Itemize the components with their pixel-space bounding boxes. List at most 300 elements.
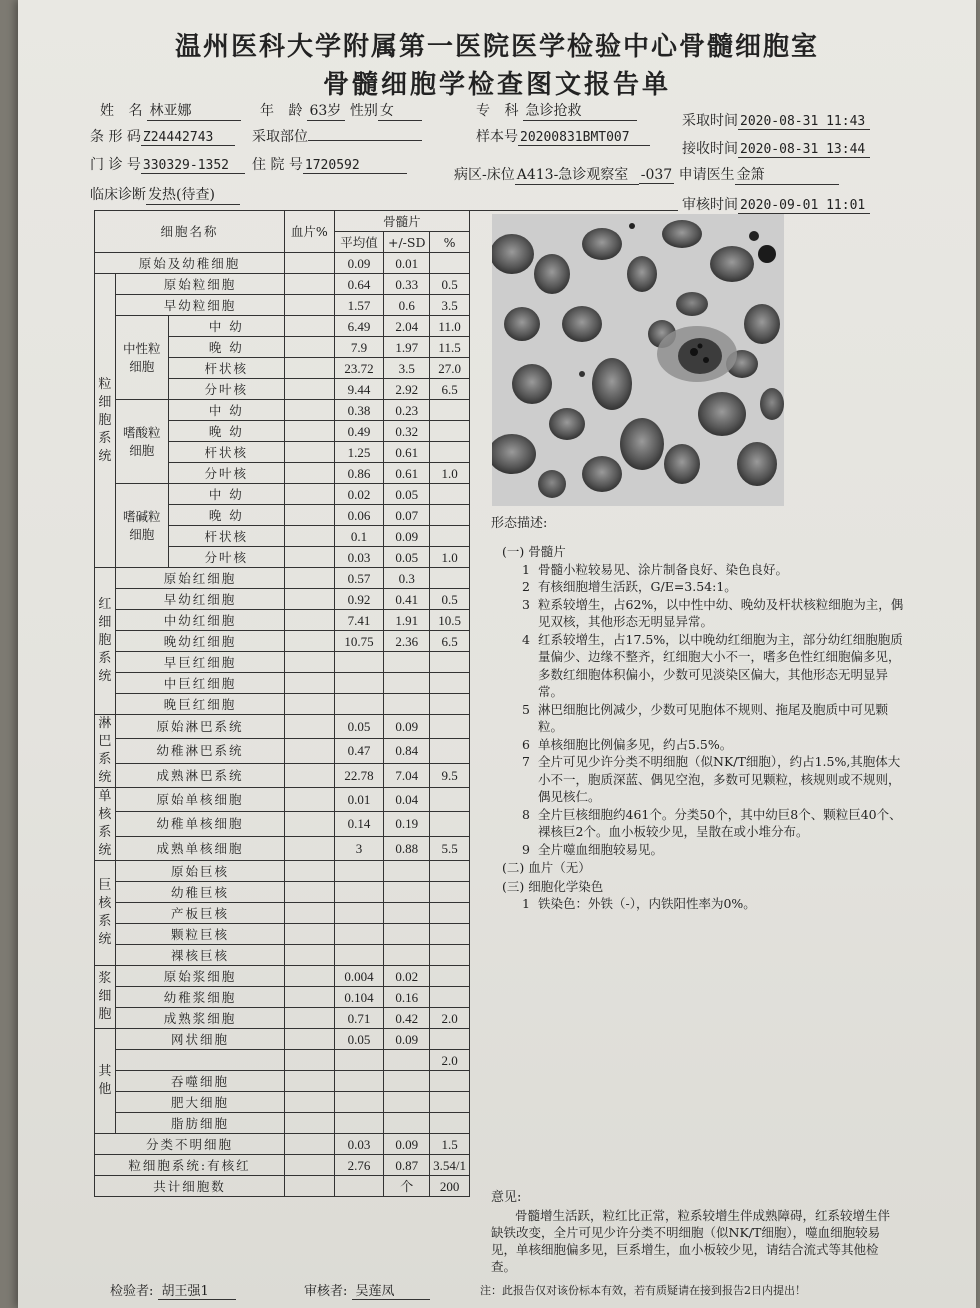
cell-blood <box>285 1134 335 1155</box>
cell-sd <box>384 1050 430 1071</box>
table-row <box>95 568 470 589</box>
clinic-field: 门 诊 号 330329-1352 <box>90 154 245 174</box>
cell-sd: 0.61 <box>384 463 430 484</box>
cell-sd: 2.92 <box>384 379 430 400</box>
cell-mean <box>334 861 384 882</box>
description-item <box>502 841 912 859</box>
table-row <box>95 694 470 715</box>
cell-mean: 0.06 <box>334 505 384 526</box>
item-text: 全片噬血细胞较易见。 <box>538 841 664 857</box>
sample-number: 20200831BMT007 <box>518 130 650 146</box>
cell-count-table <box>94 210 470 1197</box>
cell-name: 分叶核 <box>168 547 284 568</box>
cell-sd: 2.04 <box>384 316 430 337</box>
group-monocytic-label: 单核系统 <box>98 789 112 858</box>
cell-blood <box>285 610 335 631</box>
cell-mean: 0.03 <box>334 1134 384 1155</box>
cell-pct <box>430 1029 470 1050</box>
table-row <box>95 295 470 316</box>
cell-pct <box>430 442 470 463</box>
ward-field: 病区-床位 A413-急诊观察室 -037 申请医生 金箫 <box>454 164 839 185</box>
description-item <box>502 806 912 841</box>
inpatient-field: 住 院 号 1720592 <box>252 154 407 174</box>
cell-name: 中 幼 <box>168 316 284 337</box>
col-header-marrow: 骨髓片 <box>334 211 469 232</box>
cell-name: 中巨红细胞 <box>115 673 284 694</box>
cell-pct: 9.5 <box>430 763 470 787</box>
cytochem-items <box>502 895 912 913</box>
cell-name: 早幼红细胞 <box>115 589 284 610</box>
cell-blood <box>285 316 335 337</box>
item-text: 单核细胞比例偏多见，约占5.5%。 <box>538 736 733 752</box>
cell-name: 杆状核 <box>168 442 284 463</box>
table-row <box>95 1092 470 1113</box>
cell-name: 粒细胞系统:有核红 <box>95 1155 285 1176</box>
barcode: Z24442743 <box>141 130 235 146</box>
cell-blood <box>285 1050 335 1071</box>
col-header-name: 细胞名称 <box>95 211 285 253</box>
item-text: 骨髓小粒较易见、涂片制备良好、染色良好。 <box>538 561 789 577</box>
cell-name: 原始浆细胞 <box>115 966 284 987</box>
cell-mean <box>334 652 384 673</box>
cell-blood <box>285 1008 335 1029</box>
cell-name: 幼稚淋巴系统 <box>115 739 284 763</box>
cell-pct <box>430 882 470 903</box>
cell-name <box>115 1050 284 1071</box>
cell-pct <box>430 739 470 763</box>
cell-mean <box>334 673 384 694</box>
cell-mean: 3 <box>334 836 384 860</box>
cell-blood <box>285 715 335 739</box>
opinion-text: 骨髓增生活跃，粒红比正常，粒系较增生伴成熟障碍，红系较增生伴缺铁改变，全片可见少许分类不明细胞（似NK/T细胞），噬血细胞较易见，单核细胞偏多见，巨系增生，血小板较少见，请结合流式等其他检查。 <box>491 1208 891 1274</box>
section-cytochem: (三) 细胞化学染色 <box>502 878 604 894</box>
cell-name: 晚 幼 <box>168 421 284 442</box>
cell-sd <box>384 903 430 924</box>
cell-sd <box>384 694 430 715</box>
cell-name: 中 幼 <box>168 400 284 421</box>
cell-sd <box>384 652 430 673</box>
cell-name: 杆状核 <box>168 526 284 547</box>
cell-blood <box>285 945 335 966</box>
cell-mean: 0.05 <box>334 1029 384 1050</box>
item-number: 7 <box>522 754 530 769</box>
cell-name: 原始单核细胞 <box>115 788 284 812</box>
diagnosis-field: 临床诊断 发热(待查) <box>90 184 240 205</box>
cell-sd: 1.91 <box>384 610 430 631</box>
cell-sd: 0.33 <box>384 274 430 295</box>
cell-sd: 0.19 <box>384 812 430 836</box>
table-row <box>95 484 470 505</box>
cell-sd: 7.04 <box>384 763 430 787</box>
description-item <box>502 561 912 579</box>
cell-mean: 0.05 <box>334 715 384 739</box>
table-row <box>95 1155 470 1176</box>
cell-name: 幼稚浆细胞 <box>115 987 284 1008</box>
marrow-items <box>502 561 912 859</box>
inpatient-number: 1720592 <box>303 158 407 174</box>
cell-pct <box>430 673 470 694</box>
cell-mean: 23.72 <box>334 358 384 379</box>
cell-pct <box>430 903 470 924</box>
hospital-title: 温州医科大学附属第一医院医学检验中心骨髓细胞室 <box>174 32 819 62</box>
group-neutrophil-label: 中性粒细胞 <box>122 340 161 374</box>
cell-name: 成熟单核细胞 <box>115 836 284 860</box>
cell-mean: 0.57 <box>334 568 384 589</box>
cell-name: 成熟淋巴系统 <box>115 763 284 787</box>
cell-name: 早巨红细胞 <box>115 652 284 673</box>
item-text: 淋巴细胞比例减少，少数可见胞体不规则、拖尾及胞质中可见颗粒。 <box>538 701 889 734</box>
table-row <box>95 316 470 337</box>
cell-name: 成熟浆细胞 <box>115 1008 284 1029</box>
section-blood: (二) 血片（无） <box>502 860 591 875</box>
cell-pct <box>430 924 470 945</box>
section-marrow: (一) 骨髓片 <box>502 544 566 559</box>
item-text: 粒系较增生，占62%，以中性中幼、晚幼及杆状核粒细胞为主，偶见双核，其他形态无明显异常。 <box>538 596 904 629</box>
cell-blood <box>285 589 335 610</box>
table-row <box>95 673 470 694</box>
cell-mean: 0.03 <box>334 547 384 568</box>
cell-mean <box>334 694 384 715</box>
group-lymphoid-label: 淋巴系统 <box>98 716 112 785</box>
table-row <box>95 1050 470 1071</box>
cell-blood <box>285 903 335 924</box>
cell-pct <box>430 694 470 715</box>
cell-name: 原始及幼稚细胞 <box>95 253 285 274</box>
cell-mean <box>334 1176 384 1197</box>
cell-name: 脂肪细胞 <box>115 1113 284 1134</box>
cell-mean <box>334 903 384 924</box>
cell-sd: 0.09 <box>384 715 430 739</box>
cell-pct <box>430 1113 470 1134</box>
cell-name: 裸核巨核 <box>115 945 284 966</box>
dept-field: 专 科 急诊抢救 <box>476 100 637 121</box>
group-eosinophil <box>115 400 168 484</box>
cell-blood <box>285 836 335 860</box>
description-item <box>502 753 912 806</box>
cell-mean: 0.71 <box>334 1008 384 1029</box>
table-row <box>95 253 470 274</box>
group-basophil <box>115 484 168 568</box>
cell-blood <box>285 358 335 379</box>
col-header-sd: +/-SD <box>384 232 430 253</box>
cell-pct: 2.0 <box>430 1050 470 1071</box>
cell-blood <box>285 484 335 505</box>
group-erythroid <box>95 568 116 715</box>
cell-mean: 0.09 <box>334 253 384 274</box>
cell-sd: 0.05 <box>384 547 430 568</box>
bone-marrow-micrograph <box>492 214 784 506</box>
cell-name: 肥大细胞 <box>115 1092 284 1113</box>
cell-blood <box>285 763 335 787</box>
report-paper <box>18 0 976 1308</box>
cell-blood <box>285 1113 335 1134</box>
table-row <box>95 274 470 295</box>
cell-sd: 0.09 <box>384 1029 430 1050</box>
table-row <box>95 924 470 945</box>
cell-pct <box>430 400 470 421</box>
col-header-mean: 平均值 <box>334 232 384 253</box>
patient-name: 林亚娜 <box>147 100 241 121</box>
cell-sd: 0.84 <box>384 739 430 763</box>
cell-name: 分叶核 <box>168 379 284 400</box>
table-row <box>95 589 470 610</box>
table-row <box>95 1176 470 1197</box>
cell-name: 中幼红细胞 <box>115 610 284 631</box>
cell-pct: 10.5 <box>430 610 470 631</box>
description-item <box>502 596 912 631</box>
cell-mean <box>334 882 384 903</box>
cell-name: 共计细胞数 <box>95 1176 285 1197</box>
cell-mean <box>334 924 384 945</box>
table-row <box>95 882 470 903</box>
cell-pct: 200 <box>430 1176 470 1197</box>
cell-blood <box>285 379 335 400</box>
table-row <box>95 1071 470 1092</box>
table-row <box>95 788 470 812</box>
cell-blood <box>285 295 335 316</box>
cell-name: 颗粒巨核 <box>115 924 284 945</box>
cell-pct <box>430 421 470 442</box>
cell-sd: 0.88 <box>384 836 430 860</box>
cell-blood <box>285 442 335 463</box>
table-row <box>95 987 470 1008</box>
group-monocytic <box>95 788 116 861</box>
table-row <box>95 945 470 966</box>
cell-blood <box>285 631 335 652</box>
cell-sd <box>384 882 430 903</box>
report-title: 骨髓细胞学检查图文报告单 <box>322 70 671 100</box>
cell-pct <box>430 945 470 966</box>
cell-pct: 5.5 <box>430 836 470 860</box>
auditor-name: 吴莲凤 <box>352 1280 430 1300</box>
cell-sd: 0.23 <box>384 400 430 421</box>
item-number: 1 <box>522 896 530 911</box>
cell-mean: 0.49 <box>334 421 384 442</box>
cell-mean: 9.44 <box>334 379 384 400</box>
description-item <box>502 701 912 736</box>
cell-pct: 0.5 <box>430 589 470 610</box>
cell-blood <box>285 274 335 295</box>
item-number: 8 <box>522 806 530 822</box>
cell-pct: 1.0 <box>430 463 470 484</box>
cell-blood <box>285 861 335 882</box>
cell-mean: 7.41 <box>334 610 384 631</box>
cell-blood <box>285 966 335 987</box>
cell-sd: 0.41 <box>384 589 430 610</box>
item-number: 3 <box>522 596 530 612</box>
cell-name: 分类不明细胞 <box>95 1134 285 1155</box>
cell-mean: 0.104 <box>334 987 384 1008</box>
table-row <box>95 903 470 924</box>
cell-mean: 0.64 <box>334 274 384 295</box>
group-basophil-label: 嗜碱粒细胞 <box>122 508 161 542</box>
cell-blood <box>285 652 335 673</box>
cell-mean <box>334 945 384 966</box>
cell-name: 幼稚巨核 <box>115 882 284 903</box>
cell-sd: 0.09 <box>384 526 430 547</box>
morphology-title: 形态描述: <box>491 516 548 531</box>
receive-time-field: 接收时间 2020-08-31 13:44 <box>682 138 870 158</box>
cell-mean: 0.01 <box>334 788 384 812</box>
cell-mean: 6.49 <box>334 316 384 337</box>
table-row <box>95 631 470 652</box>
cell-mean: 0.14 <box>334 812 384 836</box>
cell-blood <box>285 1029 335 1050</box>
cell-name: 晚 幼 <box>168 505 284 526</box>
cell-mean: 7.9 <box>334 337 384 358</box>
cell-mean: 0.86 <box>334 463 384 484</box>
cell-sd: 0.61 <box>384 442 430 463</box>
cell-name: 早幼粒细胞 <box>115 295 284 316</box>
opinion-title: 意见: <box>491 1190 522 1205</box>
bed-number: -037 <box>640 167 673 183</box>
group-megakaryocytic-label: 巨核系统 <box>98 878 112 947</box>
cell-mean <box>334 1071 384 1092</box>
cell-blood <box>285 1071 335 1092</box>
site-field: 采取部位 <box>252 126 422 146</box>
cell-sd: 0.87 <box>384 1155 430 1176</box>
cell-sd: 0.3 <box>384 568 430 589</box>
item-number: 5 <box>522 701 530 717</box>
cell-mean <box>334 1113 384 1134</box>
sample-field: 样本号 20200831BMT007 <box>476 126 650 146</box>
cell-blood <box>285 788 335 812</box>
table-row <box>95 836 470 860</box>
cell-blood <box>285 1176 335 1197</box>
cell-sd <box>384 1113 430 1134</box>
receive-time: 2020-08-31 13:44 <box>738 142 870 158</box>
cell-name: 晚幼红细胞 <box>115 631 284 652</box>
name-field: 姓 名 林亚娜 <box>100 100 241 121</box>
cell-sd: 个 <box>384 1176 430 1197</box>
cell-name: 分叶核 <box>168 463 284 484</box>
cell-sd: 0.16 <box>384 987 430 1008</box>
cell-mean: 0.38 <box>334 400 384 421</box>
cell-pct: 1.5 <box>430 1134 470 1155</box>
description-item <box>502 631 912 701</box>
cell-pct <box>430 1071 470 1092</box>
patient-dept: 急诊抢救 <box>523 100 637 121</box>
cell-pct <box>430 253 470 274</box>
cell-sd: 0.01 <box>384 253 430 274</box>
cell-name: 产板巨核 <box>115 903 284 924</box>
cell-pct <box>430 861 470 882</box>
clinic-number: 330329-1352 <box>141 158 245 174</box>
cell-sd: 0.6 <box>384 295 430 316</box>
cell-pct <box>430 788 470 812</box>
cell-sd <box>384 861 430 882</box>
group-neutrophil <box>115 316 168 400</box>
cell-mean <box>334 1050 384 1071</box>
item-number: 6 <box>522 736 530 752</box>
table-row <box>95 812 470 836</box>
cell-blood <box>285 924 335 945</box>
cell-blood <box>285 739 335 763</box>
audit-time: 2020-09-01 11:01 <box>738 198 870 214</box>
cell-sd: 0.32 <box>384 421 430 442</box>
cell-blood <box>285 505 335 526</box>
cell-pct <box>430 526 470 547</box>
cell-pct <box>430 1092 470 1113</box>
cell-pct: 3.5 <box>430 295 470 316</box>
cell-blood <box>285 547 335 568</box>
cell-blood <box>285 526 335 547</box>
cell-blood <box>285 568 335 589</box>
table-row <box>95 861 470 882</box>
group-granulocyte <box>95 274 116 568</box>
auditor-signature: 审核者: 吴莲凤 <box>304 1280 430 1300</box>
cell-sd: 0.05 <box>384 484 430 505</box>
cell-mean: 0.1 <box>334 526 384 547</box>
audit-time-field: 审核时间 2020-09-01 11:01 <box>682 194 870 214</box>
request-doctor: 金箫 <box>735 164 839 185</box>
report-note: 注：此报告仅对该份标本有效，若有质疑请在接到报告2日内提出！ <box>480 1284 806 1297</box>
description-item <box>502 895 912 913</box>
cell-pct <box>430 505 470 526</box>
table-row <box>95 1134 470 1155</box>
collect-time: 2020-08-31 11:43 <box>738 114 870 130</box>
cell-blood <box>285 400 335 421</box>
item-text: 全片巨核细胞约461个。分类50个，其中幼巨8个、颗粒巨40个、裸核巨2个。血小板较少见，呈散在或小堆分布。 <box>538 806 902 839</box>
patient-age: 63岁 <box>307 100 345 121</box>
cell-sd: 1.97 <box>384 337 430 358</box>
item-number: 4 <box>522 631 530 647</box>
table-row <box>95 763 470 787</box>
group-other-label: 其他 <box>98 1064 112 1097</box>
cell-sd <box>384 1092 430 1113</box>
cell-mean: 10.75 <box>334 631 384 652</box>
cell-sd: 2.36 <box>384 631 430 652</box>
description-item <box>502 736 912 754</box>
cell-pct: 6.5 <box>430 631 470 652</box>
cell-name: 杆状核 <box>168 358 284 379</box>
table-row <box>95 966 470 987</box>
cell-pct: 1.0 <box>430 547 470 568</box>
cell-sd: 0.07 <box>384 505 430 526</box>
barcode-field: 条 形 码 Z24442743 <box>90 126 235 146</box>
cell-mean: 2.76 <box>334 1155 384 1176</box>
examiner-signature: 检验者: 胡王强1 <box>110 1280 236 1300</box>
cell-name: 中 幼 <box>168 484 284 505</box>
cell-name: 原始巨核 <box>115 861 284 882</box>
cell-mean: 1.25 <box>334 442 384 463</box>
cell-pct: 11.5 <box>430 337 470 358</box>
table-row <box>95 739 470 763</box>
table-row <box>95 1008 470 1029</box>
cell-pct <box>430 812 470 836</box>
cell-sd <box>384 1071 430 1092</box>
cell-pct: 27.0 <box>430 358 470 379</box>
cell-sd: 3.5 <box>384 358 430 379</box>
cell-mean: 22.78 <box>334 763 384 787</box>
item-text: 铁染色：外铁（-），内铁阳性率为0%。 <box>538 896 756 911</box>
table-row <box>95 610 470 631</box>
micrograph-image <box>492 214 784 506</box>
cell-sd: 0.42 <box>384 1008 430 1029</box>
table-row <box>95 400 470 421</box>
cell-blood <box>285 987 335 1008</box>
table-row <box>95 1113 470 1134</box>
cell-name: 晚 幼 <box>168 337 284 358</box>
item-number: 1 <box>522 561 530 577</box>
cell-blood <box>285 673 335 694</box>
cell-blood <box>285 337 335 358</box>
cell-blood <box>285 1155 335 1176</box>
clinical-diagnosis: 发热(待查) <box>146 184 240 205</box>
group-plasma-label: 浆细胞 <box>98 971 112 1022</box>
cell-name: 晚巨红细胞 <box>115 694 284 715</box>
table-row <box>95 652 470 673</box>
